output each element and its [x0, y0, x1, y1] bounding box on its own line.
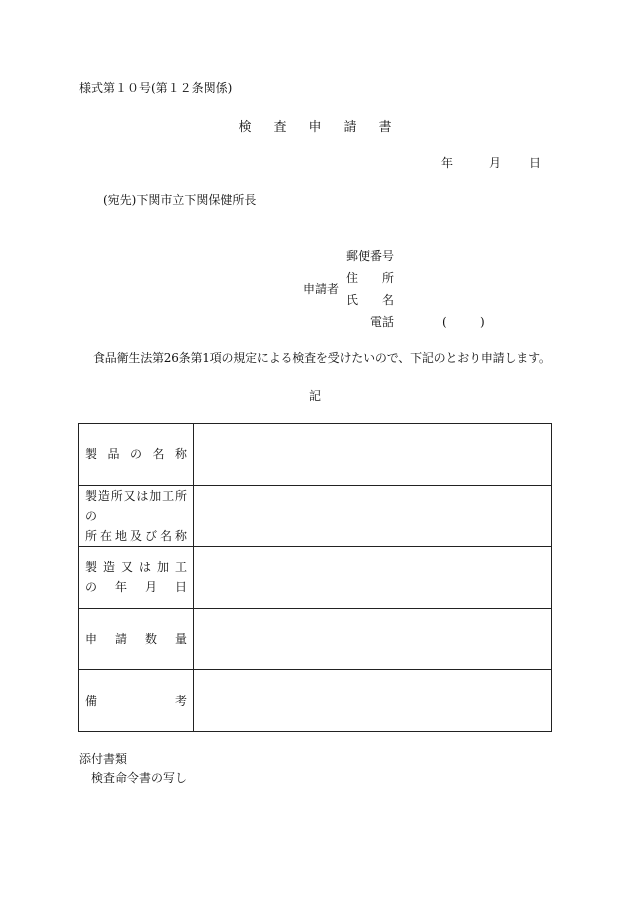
phone-area-code-close-paren: ) [480, 315, 485, 329]
attachment-item: 検査命令書の写し [91, 771, 188, 785]
postal-code-label: 郵便番号 [346, 249, 395, 263]
application-items-table [78, 423, 552, 732]
page-title: 検査申請書 [238, 120, 414, 135]
ki-heading: 記 [308, 389, 321, 403]
date-line [441, 157, 541, 169]
form-number: 様式第１０号(第１２条関係) [79, 81, 233, 95]
table-row [79, 670, 552, 732]
table-row [79, 547, 552, 609]
row-label-line: 製品の名称 [85, 447, 187, 462]
date-day-label: 日 [529, 156, 542, 170]
application-quantity-field[interactable] [194, 608, 552, 670]
phone-label: 電話 [370, 315, 395, 329]
row-label-quantity [79, 608, 194, 670]
row-label-line: の 年 月 日 [85, 580, 187, 595]
declaration-text: 食品衛生法第26条第1項の規定による検査を受けたいので、下記のとおり申請します。 [93, 351, 551, 365]
name-label: 氏名 [346, 293, 394, 307]
addressee: (宛先)下関市立下関保健所長 [103, 193, 257, 207]
row-label-line: 所在地及び名称 [85, 528, 187, 543]
facility-location-name-field[interactable] [194, 485, 552, 547]
row-label-line: 製造所又は加工所の [85, 488, 187, 523]
row-label-line: 備考 [85, 693, 187, 708]
table-row [79, 608, 552, 670]
product-name-field[interactable] [194, 424, 552, 486]
applicant-label: 申請者 [303, 282, 340, 296]
table-row [79, 424, 552, 486]
address-label: 住所 [346, 271, 394, 285]
date-year-label: 年 [441, 156, 454, 170]
row-label-production-date [79, 547, 194, 609]
row-label-facility [79, 485, 194, 547]
row-label-line: 申請数量 [85, 632, 187, 647]
date-month-label: 月 [489, 156, 502, 170]
row-label-remarks [79, 670, 194, 732]
attachments-heading: 添付書類 [79, 752, 128, 766]
row-label-product-name [79, 424, 194, 486]
remarks-field[interactable] [194, 670, 552, 732]
production-date-field[interactable] [194, 547, 552, 609]
row-label-line: 製造又は加工 [85, 560, 187, 575]
phone-area-code-open-paren: ( [442, 315, 447, 329]
table-row [79, 485, 552, 547]
